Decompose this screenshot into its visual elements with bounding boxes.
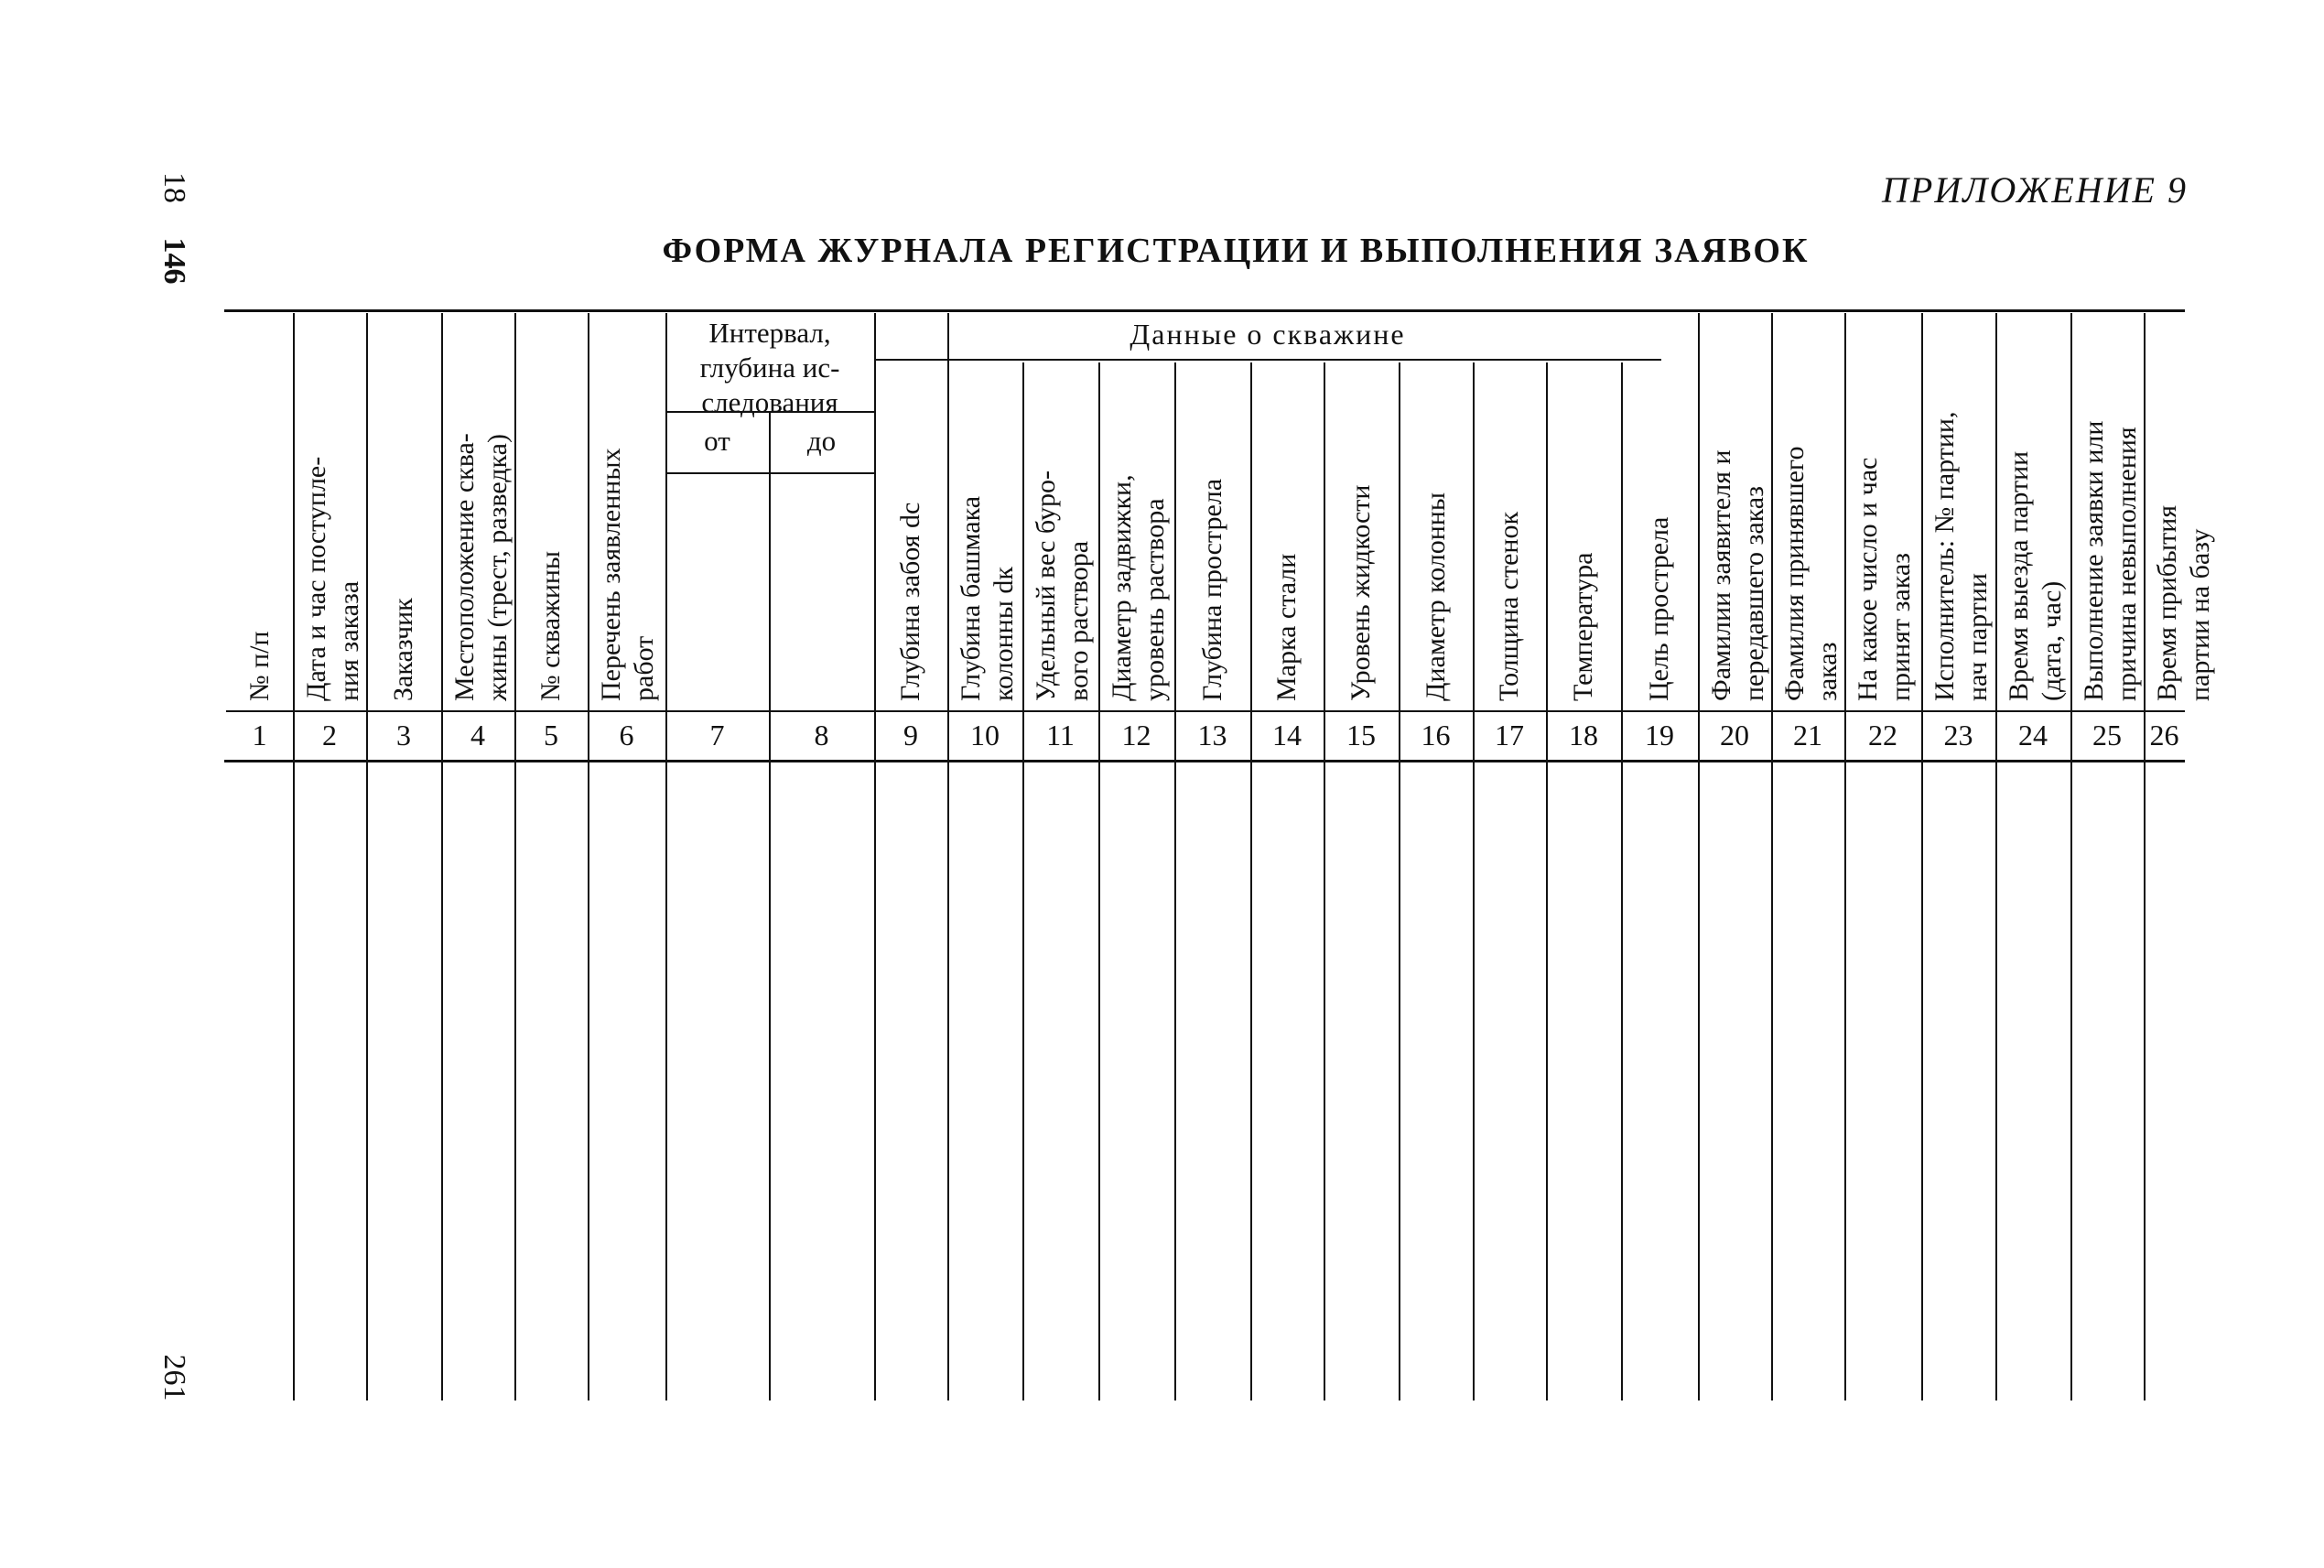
column-number: 11	[1046, 719, 1075, 752]
column-number: 26	[2149, 719, 2179, 752]
column-number: 7	[709, 719, 725, 752]
column-header-text: Температура	[1568, 552, 1598, 701]
column-header-text: передавшего заказ	[1739, 486, 1769, 701]
column-header-text: Глубина прострела	[1196, 478, 1227, 701]
column-header-text: партии на базу	[2185, 528, 2215, 701]
column-number: 16	[1421, 719, 1451, 752]
column-header-text: Заказчик	[388, 598, 418, 701]
column-header-text: Фамилии заявителя и	[1706, 449, 1736, 701]
column-header-text: Дата и час поступле-	[301, 456, 331, 701]
interval-group-header: глубина ис-	[699, 351, 840, 384]
column-number: 17	[1495, 719, 1524, 752]
column-header-text: Глубина забоя dc	[895, 502, 925, 701]
column-header-text: Выполнение заявки или	[2079, 420, 2109, 701]
column-number: 21	[1793, 719, 1822, 752]
column-number: 9	[903, 719, 918, 752]
column-number: 20	[1720, 719, 1749, 752]
column-header-text: жины (трест, разведка)	[482, 434, 513, 701]
column-header-text: № п/п	[243, 631, 275, 701]
column-number: 6	[619, 719, 634, 752]
column-number: 5	[544, 719, 558, 752]
column-header-text: (дата, час)	[2037, 580, 2067, 701]
column-header-text: нач партии	[1962, 573, 1993, 701]
column-number: 15	[1346, 719, 1376, 752]
column-header-text: Фамилия принявшего	[1779, 446, 1810, 701]
column-header-text: На какое число и час	[1853, 457, 1883, 701]
column-number: 10	[970, 719, 1000, 752]
interval-group-header: Интервал,	[708, 317, 831, 349]
table-top-rule	[224, 309, 2185, 312]
column-header-text: № скважины	[535, 550, 566, 701]
column-header-text: работ	[629, 635, 659, 701]
side-page-number-second: 146	[157, 237, 191, 285]
column-number: 22	[1868, 719, 1897, 752]
column-header-text: ния заказа	[334, 580, 364, 701]
column-header-text: Цель прострела	[1644, 516, 1674, 701]
column-number: 14	[1272, 719, 1302, 752]
column-number: 25	[2092, 719, 2122, 752]
column-number: 19	[1645, 719, 1674, 752]
column-header-text: Перечень заявленных	[596, 448, 626, 701]
interval-group-header: следования	[701, 386, 838, 418]
column-number: 13	[1197, 719, 1227, 752]
interval-to-header: до	[806, 425, 837, 457]
column-header-text: Местоположение сква-	[449, 433, 480, 701]
column-header-text: Диаметр колонны	[1420, 492, 1451, 701]
well-data-group-header: Данные о скважине	[1130, 318, 1406, 351]
column-header-text: Время прибытия	[2152, 504, 2182, 701]
number-row-rule	[224, 760, 2185, 762]
well-group-rule	[874, 359, 1661, 361]
column-number: 1	[252, 719, 267, 752]
column-header-text: Марка стали	[1271, 553, 1302, 701]
column-header-text: колонны dк	[989, 567, 1019, 701]
column-header-text: заказ	[1812, 642, 1843, 701]
page-title: ФОРМА ЖУРНАЛА РЕГИСТРАЦИИ И ВЫПОЛНЕНИЯ ЗАЯВОК	[662, 232, 1810, 270]
column-header-text: уровень раствора	[1140, 498, 1170, 701]
column-header-text: Время выезда партии	[2004, 450, 2034, 701]
column-header-text: Диаметр задвижки,	[1107, 474, 1137, 701]
column-header-text: причина невыполнения	[2112, 427, 2142, 701]
column-number: 4	[470, 719, 485, 752]
appendix-label: ПРИЛОЖЕНИЕ 9	[1882, 169, 2188, 211]
column-rule	[769, 413, 771, 1400]
interval-from-header: от	[704, 425, 730, 457]
column-header-text: Толщина стенок	[1494, 511, 1524, 701]
side-page-number-top: 18	[157, 172, 191, 203]
column-header-text: принят заказ	[1886, 552, 1916, 701]
column-number: 8	[814, 719, 829, 752]
side-page-number-bottom: 261	[157, 1354, 191, 1401]
column-header-text: Удельный вес буро-	[1031, 470, 1061, 701]
column-rule	[665, 313, 667, 1400]
column-number: 24	[2018, 719, 2048, 752]
column-header-text: вого раствора	[1064, 540, 1094, 701]
column-number: 3	[396, 719, 411, 752]
column-header-text: Глубина башмака	[956, 495, 986, 701]
column-number: 23	[1943, 719, 1973, 752]
column-header-text: Уровень жидкости	[1346, 484, 1376, 701]
column-number: 12	[1121, 719, 1151, 752]
column-number: 2	[322, 719, 337, 752]
column-number: 18	[1569, 719, 1598, 752]
column-header-text: Исполнитель: № партии,	[1929, 411, 1960, 701]
